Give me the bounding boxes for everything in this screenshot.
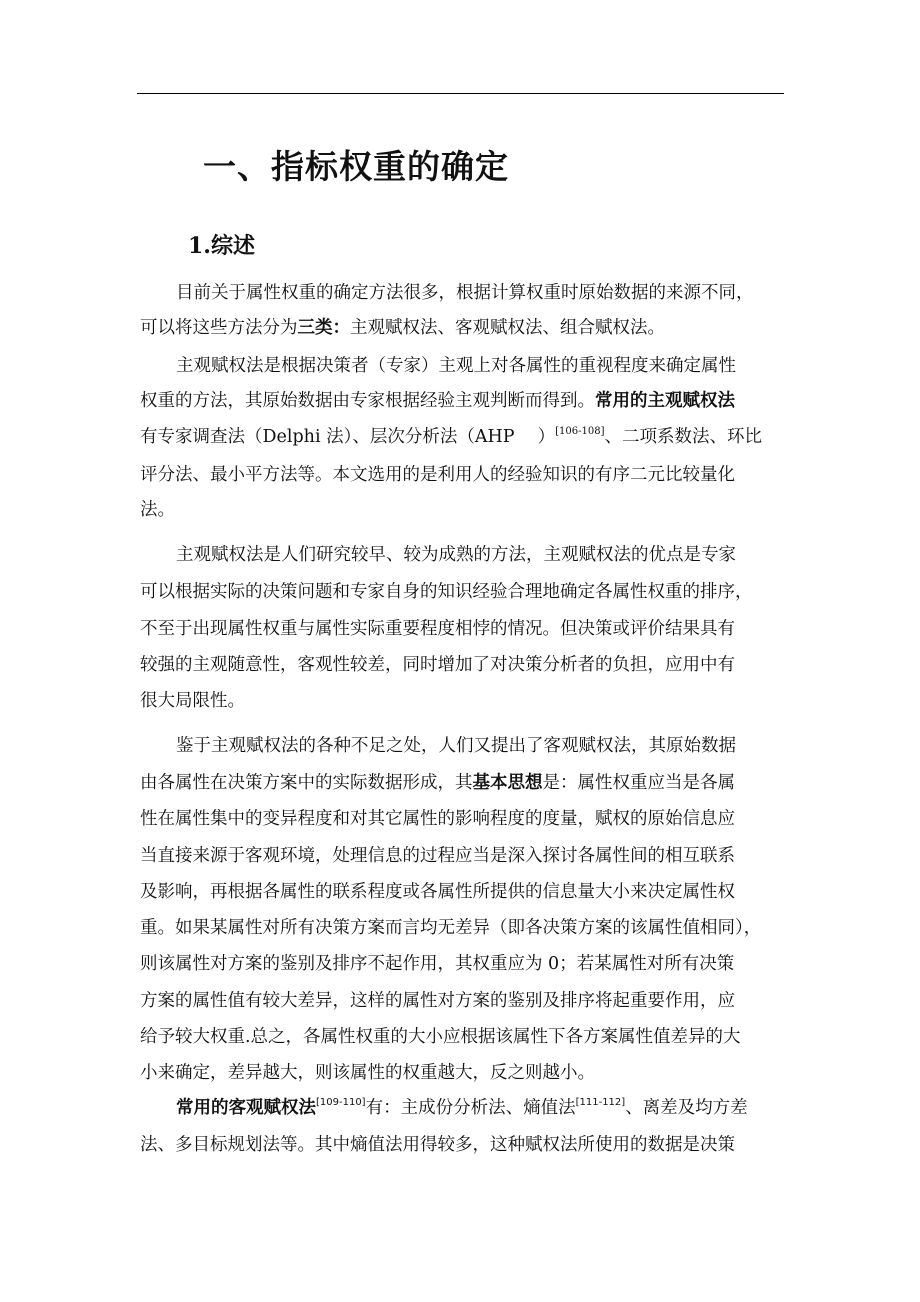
subsection-heading: 1.综述 bbox=[188, 233, 255, 259]
text-segment: 法、多目标规划法等。其中熵值法用得较多，这种赋权法所使用的数据是决策 bbox=[140, 1135, 735, 1155]
text-line bbox=[140, 313, 665, 343]
text-line bbox=[140, 804, 735, 834]
text-line bbox=[176, 278, 754, 308]
section-heading: 一、指标权重的确定 bbox=[203, 147, 509, 186]
text-line bbox=[140, 986, 735, 1016]
bold-text: 三类： bbox=[297, 318, 350, 338]
text-line bbox=[140, 614, 735, 644]
text-line bbox=[176, 351, 736, 381]
text-segment: 不至于出现属性权重与属性实际重要程度相悖的情况。但决策或评价结果具有 bbox=[140, 619, 735, 639]
bold-text: 常用的主观赋权法 bbox=[595, 391, 735, 411]
text-segment: 较强的主观随意性，客观性较差，同时增加了对决策分析者的负担，应用中有 bbox=[140, 655, 735, 675]
bold-text: 基本思想 bbox=[472, 773, 543, 793]
bold-text: 常用的客观赋权法 bbox=[176, 1098, 316, 1118]
citation-ref: [106-108] bbox=[555, 426, 605, 437]
text-segment: 性在属性集中的变异程度和对其它属性的影响程度的度量，赋权的原始信息应 bbox=[140, 809, 735, 829]
citation-ref: [111-112] bbox=[575, 1097, 626, 1108]
text-segment: 主观赋权法、客观赋权法、组合赋权法。 bbox=[350, 318, 665, 338]
citation-ref: [109-110] bbox=[316, 1097, 366, 1108]
text-segment: 重。如果某属性对所有决策方案而言均无差异（即各决策方案的该属性值相同）， bbox=[140, 918, 762, 938]
text-line bbox=[140, 1022, 741, 1052]
text-segment: 主观赋权法是根据决策者（专家）主观上对各属性的重视程度来确定属性 bbox=[176, 356, 736, 376]
text-line bbox=[140, 1130, 735, 1160]
text-line bbox=[140, 1058, 595, 1088]
text-segment: 有：主成份分析法、熵值法 bbox=[365, 1098, 576, 1118]
text-segment: 可以根据实际的决策问题和专家自身的知识经验合理地确定各属性权重的排序， bbox=[140, 582, 753, 602]
text-line bbox=[140, 913, 761, 943]
text-line bbox=[140, 495, 175, 525]
text-segment: 、二项系数法、环比 bbox=[604, 427, 762, 447]
text-segment: 权重的方法，其原始数据由专家根据经验主观判断而得到。 bbox=[140, 391, 595, 411]
text-segment: 小来确定，差异越大，则该属性的权重越大，反之则越小。 bbox=[140, 1063, 595, 1083]
text-line bbox=[140, 841, 735, 871]
text-segment: 当直接来源于客观环境，处理信息的过程应当是深入探讨各属性间的相互联系 bbox=[140, 846, 735, 866]
text-segment: 方案的属性值有较大差异，这样的属性对方案的鉴别及排序将起重要作用，应 bbox=[140, 991, 735, 1011]
text-line bbox=[176, 1093, 748, 1123]
text-segment: 鉴于主观赋权法的各种不足之处，人们又提出了客观赋权法，其原始数据 bbox=[176, 736, 736, 756]
text-segment: 有专家调查法（Delphi 法）、层次分析法（AHP ） bbox=[140, 427, 556, 447]
text-line bbox=[176, 731, 736, 761]
text-line bbox=[176, 540, 736, 570]
header-rule bbox=[137, 93, 784, 94]
text-segment: 目前关于属性权重的确定方法很多，根据计算权重时原始数据的来源不同， bbox=[176, 283, 754, 303]
text-line bbox=[140, 422, 762, 452]
text-segment: 主观赋权法是人们研究较早、较为成熟的方法，主观赋权法的优点是专家 bbox=[176, 545, 736, 565]
text-line bbox=[140, 686, 245, 716]
text-segment: 及影响，再根据各属性的联系程度或各属性所提供的信息量大小来决定属性权 bbox=[140, 882, 735, 902]
text-segment: 可以将这些方法分为 bbox=[140, 318, 298, 338]
text-segment: 评分法、最小平方法等。本文选用的是利用人的经验知识的有序二元比较量化 bbox=[140, 465, 735, 485]
text-line bbox=[140, 577, 753, 607]
text-line bbox=[140, 386, 735, 416]
text-line bbox=[140, 650, 735, 680]
text-segment: 给予较大权重.总之，各属性权重的大小应根据该属性下各方案属性值差异的大 bbox=[140, 1027, 741, 1047]
text-segment: 很大局限性。 bbox=[140, 691, 245, 711]
text-segment: 由各属性在决策方案中的实际数据形成，其 bbox=[140, 773, 473, 793]
text-segment: 是：属性权重应当是各属 bbox=[542, 773, 735, 793]
text-segment: 则该属性对方案的鉴别及排序不起作用，其权重应为 0；若某属性对所有决策 bbox=[140, 954, 735, 974]
text-segment: 、离差及均方差 bbox=[625, 1098, 748, 1118]
text-segment: 法。 bbox=[140, 500, 175, 520]
text-line bbox=[140, 877, 735, 907]
text-line bbox=[140, 768, 735, 798]
text-line bbox=[140, 949, 734, 979]
text-line bbox=[140, 460, 735, 490]
